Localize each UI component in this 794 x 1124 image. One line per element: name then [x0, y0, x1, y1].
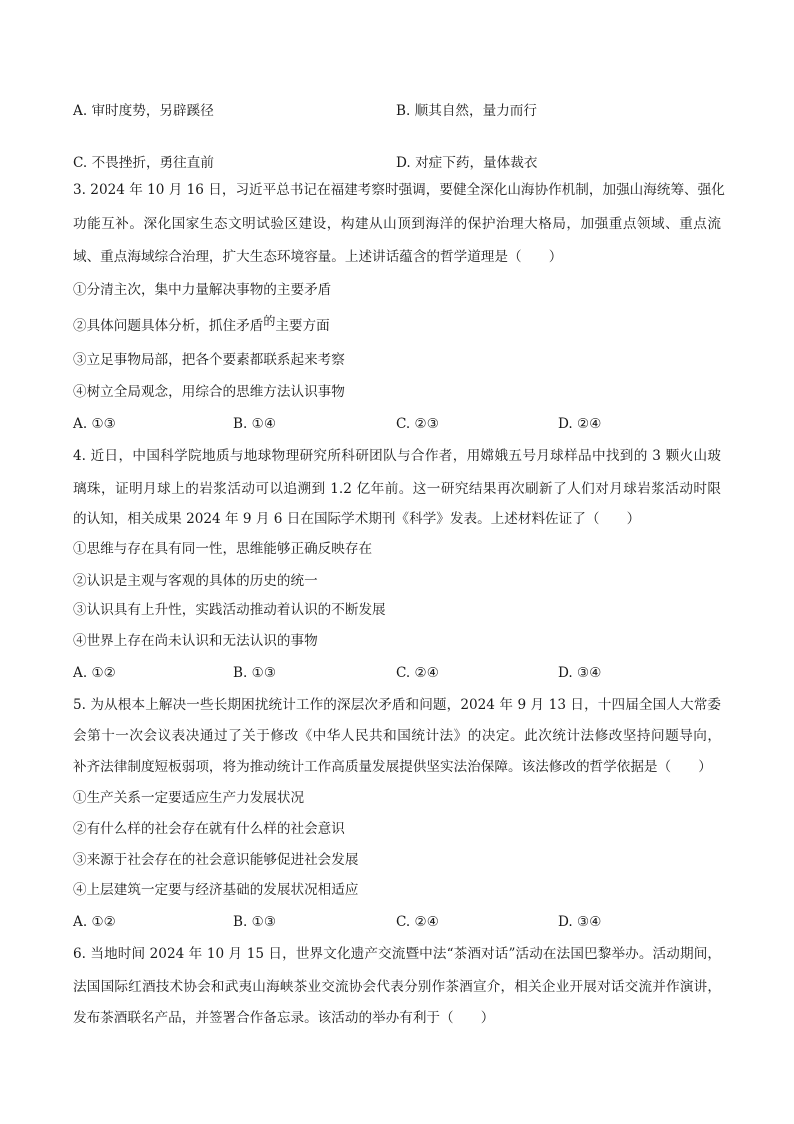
- q4-option-a: A. ①②: [73, 665, 116, 681]
- q5-item-2: ②有什么样的社会存在就有什么样的社会意识: [73, 821, 345, 837]
- q3-option-b: B. ①④: [233, 416, 277, 432]
- q3-option-c: C. ②③: [396, 416, 439, 432]
- q4-item-2: ②认识是主观与客观的具体的历史的统一: [73, 573, 318, 589]
- q3-item-1: ①分清主次，集中力量解决事物的主要矛盾: [73, 282, 332, 298]
- q3-item-3: ③立足事物局部，把各个要素都联系起来考察: [73, 352, 345, 368]
- q4-stem-line-3: 的认知，相关成果 2024 年 9 月 6 日在国际学术期刊《科学》发表。上述材料佐证了（ ）: [73, 511, 641, 527]
- q5-item-1: ①生产关系一定要适应生产力发展状况: [73, 790, 305, 806]
- q3-item-2-raised-char: 的: [263, 314, 276, 328]
- q3-stem-line-1: 3. 2024 年 10 月 16 日，习近平总书记在福建考察时强调，要健全深化山海协作机制，加强山海统筹、强化: [73, 182, 725, 198]
- q4-item-4: ④世界上存在尚未认识和无法认识的事物: [73, 633, 318, 649]
- q2-option-a: A. 审时度势，另辟蹊径: [73, 103, 214, 119]
- q3-item-2-tail: 主要方面: [275, 318, 330, 334]
- q5-stem-line-3: 补齐法律制度短板弱项，将为推动统计工作高质量发展提供坚实法治保障。该法修改的哲学依据是（ ）: [73, 759, 712, 775]
- q4-stem-line-2: 璃珠，证明月球上的岩浆活动可以追溯到 1.2 亿年前。这一研究结果再次刷新了人们对月球岩浆活动时限: [73, 481, 721, 497]
- q3-option-d: D. ②④: [558, 416, 602, 432]
- q3-item-2-text: ②具体问题具体分析，抓住矛盾: [73, 318, 264, 334]
- q6-stem-line-1: 6. 当地时间 2024 年 10 月 15 日，世界文化遗产交流暨中法“茶酒对话”活动在法国巴黎举办。活动期间，: [73, 946, 721, 962]
- q3-option-a: A. ①③: [73, 416, 116, 432]
- q6-stem-line-2: 法国国际红酒技术协会和武夷山海峡茶业交流协会代表分别作茶酒宣介，相关企业开展对话交流并作演讲，: [73, 979, 721, 995]
- q3-item-2: [73, 314, 330, 334]
- q5-option-b: B. ①③: [233, 914, 277, 930]
- q3-stem-line-2: 功能互补。深化国家生态文明试验区建设，构建从山顶到海洋的保护治理大格局，加强重点领域、重点流: [73, 216, 721, 232]
- q2-option-c: C. 不畏挫折，勇往直前: [73, 155, 214, 171]
- q5-stem-line-2: 会第十一次会议表决通过了关于修改《中华人民共和国统计法》的决定。此次统计法修改坚持问题导向，: [73, 728, 721, 744]
- q3-stem-line-3: 域、重点海域综合治理，扩大生态环境容量。上述讲话蕴含的哲学道理是（ ）: [73, 249, 563, 265]
- q4-option-b: B. ①③: [233, 665, 277, 681]
- q5-option-d: D. ③④: [558, 914, 602, 930]
- q2-option-b: B. 顺其自然，量力而行: [396, 103, 537, 119]
- q3-item-4: ④树立全局观念，用综合的思维方法认识事物: [73, 384, 345, 400]
- q6-stem-line-3: 发布茶酒联名产品，并签署合作备忘录。该活动的举办有利于（ ）: [73, 1010, 495, 1026]
- q5-item-4: ④上层建筑一定要与经济基础的发展状况相适应: [73, 882, 359, 898]
- q4-item-3: ③认识具有上升性，实践活动推动着认识的不断发展: [73, 602, 386, 618]
- q5-option-c: C. ②④: [396, 914, 439, 930]
- q5-stem-line-1: 5. 为从根本上解决一些长期困扰统计工作的深层次矛盾和问题，2024 年 9 月 13 日，十四届全国人大常委: [73, 697, 721, 713]
- q4-stem-line-1: 4. 近日，中国科学院地质与地球物理研究所科研团队与合作者，用嫦娥五号月球样品中找到的 3 颗火山玻: [73, 448, 721, 464]
- q4-option-c: C. ②④: [396, 665, 439, 681]
- q5-item-3: ③来源于社会存在的社会意识能够促进社会发展: [73, 852, 359, 868]
- q4-item-1: ①思维与存在具有同一性，思维能够正确反映存在: [73, 541, 373, 557]
- q2-option-d: D. 对症下药，量体裁衣: [396, 155, 538, 171]
- q4-option-d: D. ③④: [558, 665, 602, 681]
- q5-option-a: A. ①②: [73, 914, 116, 930]
